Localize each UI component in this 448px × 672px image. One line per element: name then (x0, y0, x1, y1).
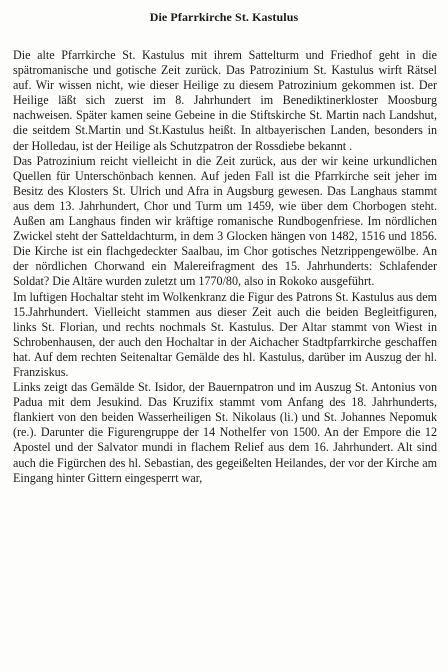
paragraph-3: Im luftigen Hochaltar steht im Wolkenkranz die Figur des Patrons St. Kastulus aus dem 15.Jahrhundert. Vielleicht stammen aus dieser Zeit auch die beiden Begleitfiguren, links St. Florian, und rechts nochmals St. Kastulus. Der Altar stammt von Wiest in Schrobenhausen, der auch den Hochaltar in der Aichacher Stadtpfarrkirche geschaffen hat. Auf dem rechten Seitenaltar Gemälde des hl. Kastulus, darüber im Auszug der hl. Franziskus. (13, 289, 437, 379)
page-title: Die Pfarrkirche St. Kastulus (149, 10, 299, 24)
body-text (13, 48, 437, 486)
paragraph-4: Links zeigt das Gemälde St. Isidor, der Bauernpatron und im Auszug St. Antonius von Padua mit dem Jesukind. Das Kruzifix stammt vom Anfang des 18. Jahrhunderts, flankiert von den beiden Wasserheiligen St. Nikolaus (li.) und St. Johannes Nepomuk (re.). Darunter die Figurengruppe der 14 Nothelfer von 1500. An der Empore die 12 Apostel und der Salvator mundi in flachem Relief aus dem 16. Jahrhundert. Alt sind auch die Figürchen des hl. Sebastian, des gegeißelten Heilandes, der vor der Kirche am Eingang hinter Gittern eingesperrt war, (13, 380, 437, 485)
paragraph-1: Die alte Pfarrkirche St. Kastulus mit ihrem Sattelturm und Friedhof geht in die spätromanische und gotische Zeit zurück. Das Patrozinium St. Kastulus wirft Rätsel auf. Wir wissen nicht, wie dieser Heilige zu diesem Patrozinium gekommen ist. Der Heilige läßt sich zuerst im 8. Jahrhundert im Benediktinerkloster Moosburg nachweisen. Später kamen seine Gebeine in die Stiftskirche St. Martin nach Landshut, die seitdem St.Martin und St.Kastulus heißt. In altbayerischen Landen, besonders in der Holledau, ist der Heilige als Schutzpatron der Rossdiebe bekannt . (13, 48, 437, 153)
paragraph-2: Das Patrozinium reicht vielleicht in die Zeit zurück, aus der wir keine urkundlichen Quellen für Unterschönbach kennen. Auf jeden Fall ist die Pfarrkirche seit jeher im Besitz des Klosters St. Ulrich und Afra in Augsburg gewesen. Das Langhaus stammt aus dem 13. Jahrhundert, Chor und Turm um 1459, wie über dem Chorbogen steht. Außen am Langhaus finden wir kräftige romanische Rundbogenfriese. Im nördlichen Zwickel steht der Satteldachturm, in dem 3 Glocken hängen von 1482, 1516 und 1856. Die Kirche ist ein flachgedeckter Saalbau, im Chor gotisches Netzrippengewölbe. An der nördlichen Chorwand ein Malereifragment des 15. Jahrhunderts: Schlafender Soldat? Die Altäre wurden zuletzt um 1770/80, also in Rokoko ausgeführt. (13, 153, 437, 289)
